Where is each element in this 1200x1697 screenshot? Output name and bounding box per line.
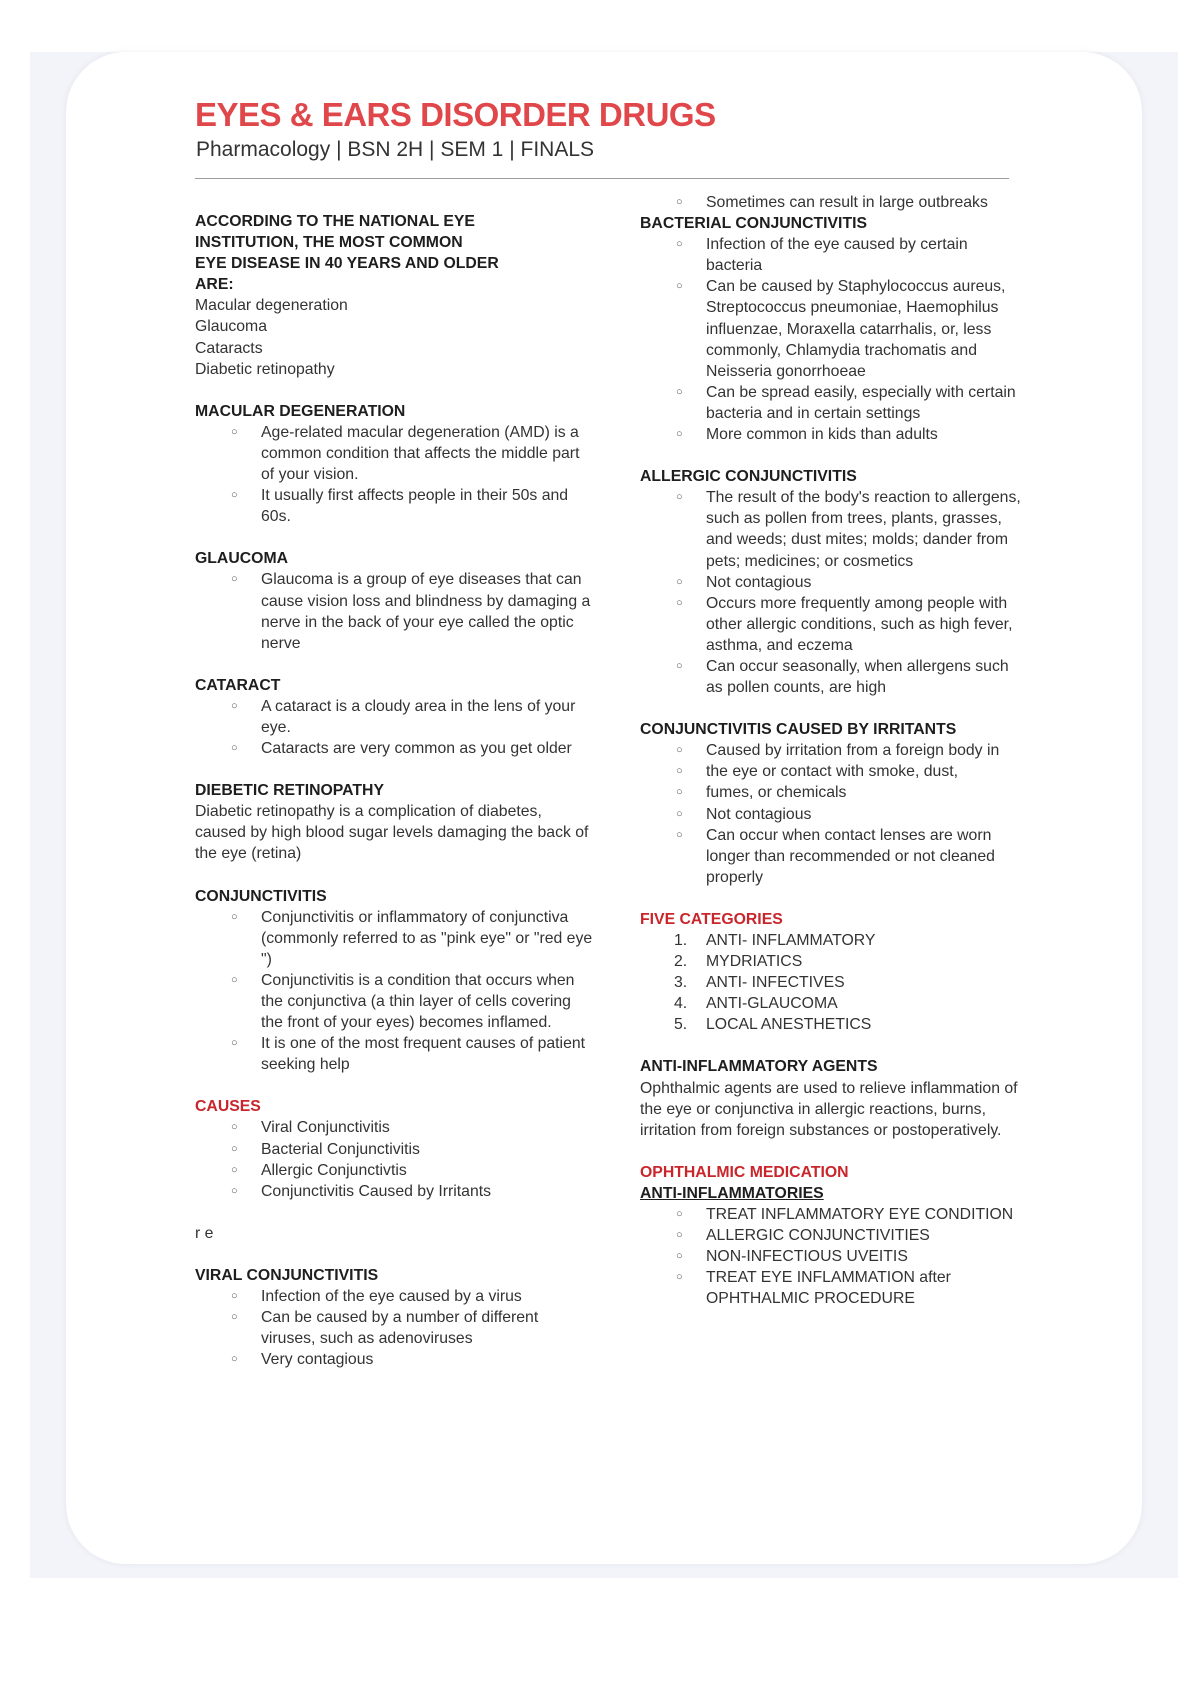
cataract-section <box>195 675 595 759</box>
bacterial-section <box>640 213 1025 445</box>
viral-section <box>195 1265 595 1370</box>
list-item: Macular degeneration <box>195 297 348 315</box>
list-item: 1. ANTI- INFLAMMATORY <box>674 932 876 949</box>
list-item: ○ A cataract is a cloudy area in the lens of your eye. <box>195 696 595 738</box>
glaucoma-section <box>195 548 595 653</box>
list-item: ○ Sometimes can result in large outbreaks <box>640 192 1025 213</box>
list-item: ○ Infection of the eye caused by a virus <box>195 1286 595 1307</box>
list-item: ○ More common in kids than adults <box>640 424 1025 445</box>
list-item: ○ Can occur when contact lenses are worn longer than recommended or not cleaned properly <box>640 825 1025 888</box>
list-item: ○ NON-INFECTIOUS UVEITIS <box>640 1246 1025 1267</box>
list-item: ○ Infection of the eye caused by certain bacteria <box>640 234 1025 276</box>
page-title: EYES & EARS DISORDER DRUGS <box>195 96 716 133</box>
conjunctivitis-section <box>195 886 595 1076</box>
intro-section <box>195 211 595 380</box>
list-item: ○ Can be spread easily, especially with certain bacteria and in certain settings <box>640 382 1025 424</box>
list-item: ○ Viral Conjunctivitis <box>195 1117 595 1138</box>
ophthalmic-section <box>640 1162 1025 1310</box>
list-item: ○ Can be caused by a number of different viruses, such as adenoviruses <box>195 1307 595 1349</box>
section-heading: CONJUNCTIVITIS <box>195 887 327 905</box>
section-heading: ALLERGIC CONJUNCTIVITIS <box>640 468 857 486</box>
left-column <box>195 211 595 1391</box>
list-item: ○ the eye or contact with smoke, dust, <box>640 761 1025 782</box>
list-item: 4. ANTI-GLAUCOMA <box>674 995 838 1013</box>
intro-heading: ACCORDING TO THE NATIONAL EYE INSTITUTION, THE MOST COMMON EYE DISEASE IN 40 YEARS AND OLDER ARE: <box>195 213 499 294</box>
section-heading: DIEBETIC RETINOPATHY <box>195 782 384 800</box>
section-heading: CONJUNCTIVITIS CAUSED BY IRRITANTS <box>640 721 957 739</box>
list-item: 2. MYDRIATICS <box>674 953 803 971</box>
section-heading: ANTI-INFLAMMATORY AGENTS <box>640 1058 878 1076</box>
list-item: ○ TREAT EYE INFLAMMATION after OPHTHALMIC PROCEDURE <box>640 1267 1025 1309</box>
section-heading: CAUSES <box>195 1098 261 1116</box>
section-subheading: ANTI-INFLAMMATORIES <box>640 1184 824 1202</box>
anti-inflammatory-section <box>640 1056 1025 1140</box>
irritants-section <box>640 719 1025 888</box>
list-item: ○ ALLERGIC CONJUNCTIVITIES <box>640 1225 1025 1246</box>
allergic-section <box>640 466 1025 698</box>
section-heading: MACULAR DEGENERATION <box>195 402 406 420</box>
macular-section <box>195 401 595 528</box>
list-item: Cataracts <box>195 339 263 357</box>
section-heading: OPHTHALMIC MEDICATION <box>640 1163 849 1181</box>
list-item: ○ Glaucoma is a group of eye diseases that can cause vision loss and blindness by damaging a nerve in the back of your eye called the optic nerve <box>195 569 595 653</box>
section-text: Diabetic retinopathy is a complication of diabetes, caused by high blood sugar levels damaging the back of the eye (retina) <box>195 803 589 863</box>
page-subtitle: Pharmacology | BSN 2H | SEM 1 | FINALS <box>196 138 595 161</box>
section-text: Ophthalmic agents are used to relieve inflammation of the eye or conjunctiva in allergic reactions, burns, irritation from foreign substances or postoperatively. <box>640 1079 1018 1139</box>
section-heading: VIRAL CONJUNCTIVITIS <box>195 1266 379 1284</box>
list-item: ○ The result of the body's reaction to allergens, such as pollen from trees, plants, grasses, and weeds; dust mites; molds; dander from pets; medicines; or cosmetics <box>640 487 1025 571</box>
five-categories-section <box>640 909 1025 1036</box>
list-item: ○ Conjunctivitis is a condition that occurs when the conjunctiva (a thin layer of cells covering the front of your eyes) becomes inflamed. <box>195 970 595 1033</box>
list-item: Glaucoma <box>195 318 267 336</box>
viral-continued <box>640 192 1025 213</box>
section-heading: CATARACT <box>195 676 281 694</box>
list-item: ○ Can be caused by Staphylococcus aureus, Streptococcus pneumoniae, Haemophilus influenzae, Moraxella catarrhalis, or, less commonly, Chlamydia trachomatis and Neisseria gonorrhoeae <box>640 276 1025 381</box>
list-item: ○ Not contagious <box>640 572 1025 593</box>
list-item: 3. ANTI- INFECTIVES <box>674 974 845 992</box>
list-item: ○ Very contagious <box>195 1349 595 1370</box>
list-item: ○ Not contagious <box>640 804 1025 825</box>
list-item: 5. LOCAL ANESTHETICS <box>674 1016 872 1034</box>
list-item: ○ It is one of the most frequent causes of patient seeking help <box>195 1033 595 1075</box>
list-item: ○ Age-related macular degeneration (AMD) is a common condition that affects the middle part of your vision. <box>195 422 595 485</box>
list-item: ○ Caused by irritation from a foreign body in <box>640 740 1025 761</box>
list-item: ○ TREAT INFLAMMATORY EYE CONDITION <box>640 1204 1025 1225</box>
causes-section <box>195 1096 595 1201</box>
section-heading: FIVE CATEGORIES <box>640 910 783 928</box>
list-item: ○ Bacterial Conjunctivitis <box>195 1139 595 1160</box>
right-column <box>640 192 1025 1331</box>
list-item: Diabetic retinopathy <box>195 360 335 378</box>
list-item: ○ Allergic Conjunctivtis <box>195 1160 595 1181</box>
header-divider <box>195 178 1009 179</box>
stray-text: r e <box>195 1224 214 1242</box>
diabetic-section <box>195 780 595 864</box>
list-item: ○ fumes, or chemicals <box>640 782 1025 803</box>
list-item: ○ Conjunctivitis or inflammatory of conjunctiva (commonly referred to as "pink eye" or "red eye ") <box>195 907 595 970</box>
section-heading: BACTERIAL CONJUNCTIVITIS <box>640 215 868 233</box>
section-heading: GLAUCOMA <box>195 550 289 568</box>
list-item: ○ Can occur seasonally, when allergens such as pollen counts, are high <box>640 656 1025 698</box>
list-item: ○ Occurs more frequently among people with other allergic conditions, such as high fever, asthma, and eczema <box>640 593 1025 656</box>
list-item: ○ Cataracts are very common as you get older <box>195 738 595 759</box>
list-item: ○ Conjunctivitis Caused by Irritants <box>195 1181 595 1202</box>
list-item: ○ It usually first affects people in their 50s and 60s. <box>195 485 595 527</box>
